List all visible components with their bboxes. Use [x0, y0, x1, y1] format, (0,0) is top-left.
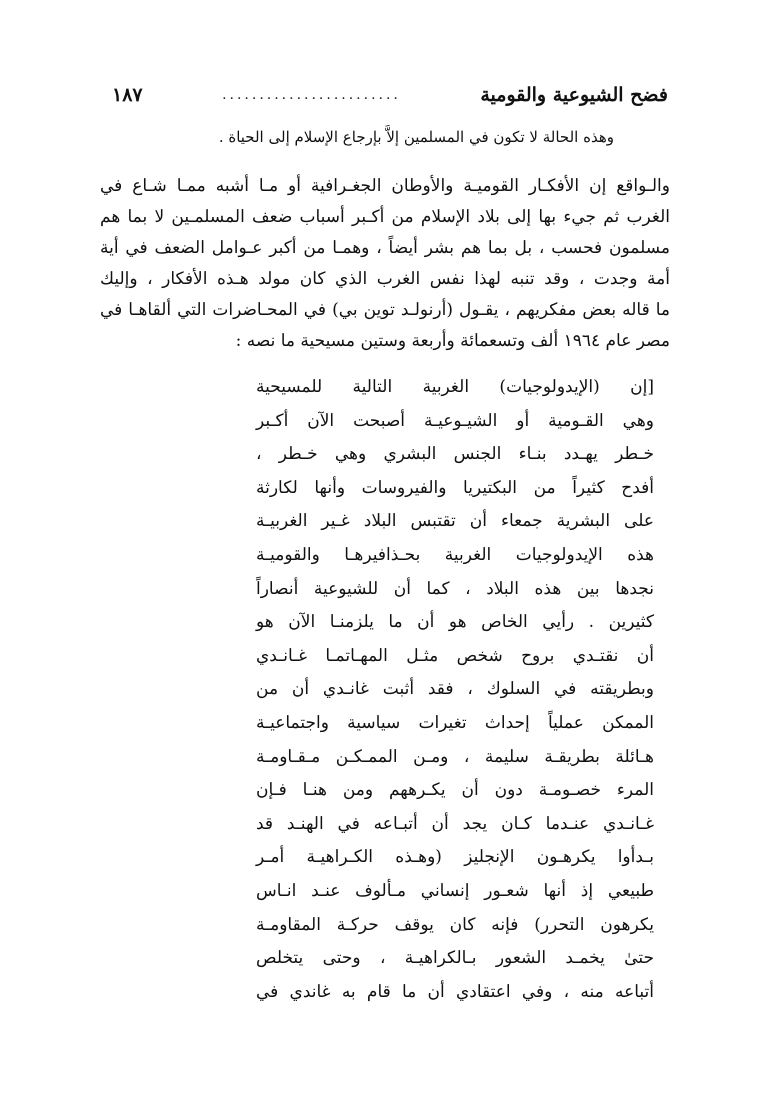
text-line: ما قاله بعض مفكريهم ، يقـول (أرنولـد توين بي) في المحـاضرات التي ألقاهـا في	[100, 300, 670, 320]
quote-line: كثيرين . رأيي الخاص هو أن ما يلزمنـا الآن هو	[256, 612, 654, 633]
quote-line: غـانـدي عنـدما كـان يجد أن أتبـاعه في الهنـد قد	[256, 813, 654, 834]
page-number: ١٨٧	[112, 84, 143, 106]
quote-line: أن نقتـدي بروح شخص مثـل المهـاتمـا غـانـدي	[256, 645, 654, 666]
quote-line: خـطر يهـدد بنـاء الجنس البشري وهي خـطر ،	[256, 444, 654, 465]
quote-line: أتباعه منه ، وفي اعتقادي أن ما قام به غاندي في	[256, 981, 654, 1002]
quote-line: بـدأوا يكرهـون الإنجليز (وهـذه الكـراهيـة أمـر	[256, 847, 654, 868]
header-leader-dots: ........................	[222, 87, 401, 103]
text-line: وهذه الحالة لا تكون في المسلمين إلاَّ بإرجاع الإسلام إلى الحياة .	[218, 128, 614, 146]
text-line: أمة وجدت ، وقد تنبه لهذا نفس الغرب الذي كان مولد هـذه الأفكار ، وإليك	[100, 269, 670, 289]
running-header-title: فضح الشيوعية والقومية	[480, 84, 668, 106]
text-line: مصر عام ١٩٦٤ ألف وتسعمائة وأربعة وستين مسيحية ما نصه :	[235, 331, 670, 351]
quote-line: [إن (الإيدولوجيات) الغربية التالية للمسيحية	[256, 377, 654, 397]
paragraph-intro-line	[218, 122, 614, 153]
block-quote	[256, 371, 654, 1009]
paragraph-body	[100, 171, 670, 357]
quote-line: أفدح كثيراً من البكتيريا والفيروسات وأنها لكارثة	[256, 477, 654, 498]
quote-line: حتىٰ يخمـد الشعور بـالكراهيـة ، وحتى يتخلص	[256, 948, 654, 969]
text-line: الغرب ثم جيء بها إلى بلاد الإسلام من أكـبر أسباب ضعف المسلمـين لا بما هم	[100, 207, 670, 227]
quote-line: على البشرية جمعاء أن تقتبس البلاد غـير الغربيـة	[256, 511, 654, 532]
quote-line: وهي القـومية أو الشيـوعيـة أصبحت الآن أكـبر	[256, 410, 654, 431]
quote-line: يكرهون التحرر) فإنه كان يوقف حركـة المقاومـة	[256, 914, 654, 935]
quote-line: هذه الإيدولوجيات الغربية بحـذافيرهـا والقوميـة	[256, 544, 654, 565]
quote-line: طبيعي إذ أنها شعـور إنساني مـألوف عنـد انـاس	[256, 880, 654, 901]
quote-line: هـائلة بطريقـة سليمة ، ومـن الممـكـن مـقـاومـة	[256, 746, 654, 767]
quote-line: الممكن عملياً إحداث تغيرات سياسية واجتماعيـة	[256, 712, 654, 733]
running-header	[112, 78, 668, 112]
quote-line: نجدها بين هذه البلاد ، كما أن للشيوعية أنصاراً	[256, 578, 654, 599]
quote-line: المرء خصـومـة دون أن يكـرههم ومن هنـا فـإن	[256, 780, 654, 801]
text-line: مسلمون فحسب ، بل بما هم بشر أيضاً ، وهمـا من أكبر عـوامل الضعف في أية	[100, 238, 670, 258]
quote-line: وبطريقته في السلوك ، فقد أثبت غانـدي أن من	[256, 679, 654, 700]
text-line: والـواقع إن الأفكـار القوميـة والأوطان الجغـرافية أو مـا أشبه ممـا شـاع في	[100, 176, 670, 196]
